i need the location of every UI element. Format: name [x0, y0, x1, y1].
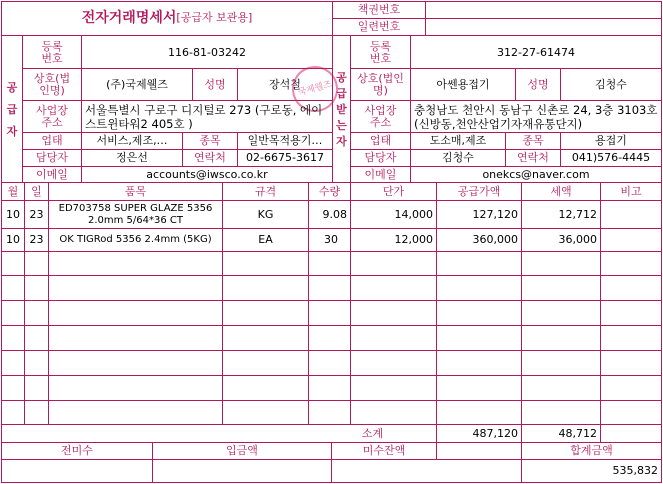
grid-line — [2, 400, 661, 401]
row1-product-line1: ED703758 SUPER GLAZE 5356 — [58, 202, 213, 214]
header-unit-price: 단가 — [382, 184, 405, 198]
supplier-phone-label: 연락처 — [194, 151, 226, 164]
supplier-contact-label: 담당자 — [36, 151, 68, 164]
receiver-business-type-label: 업태 — [369, 134, 392, 147]
row2-month: 10 — [6, 233, 20, 246]
row2-tax: 36,000 — [558, 233, 597, 246]
grid-line — [350, 35, 351, 182]
book-no-label: 책권번호 — [357, 3, 401, 16]
row2-day: 23 — [29, 233, 44, 246]
receiver-name: 김청수 — [595, 77, 627, 91]
grid-line — [332, 18, 661, 19]
grid-line — [505, 132, 506, 166]
row1-qty: 9.08 — [322, 207, 347, 221]
grid-line — [24, 182, 25, 424]
grid-line — [81, 35, 82, 182]
grid-line — [410, 35, 411, 182]
receiver-side-char: 자 — [336, 134, 347, 148]
receiver-side-char: 급 — [336, 86, 347, 100]
receiver-phone: 041)576-4445 — [571, 151, 651, 164]
receiver-side-char: 받 — [336, 102, 347, 116]
header-product: 품목 — [124, 184, 147, 198]
grid-line — [425, 2, 426, 35]
grid-line — [2, 424, 661, 425]
row1-day: 23 — [29, 207, 44, 221]
grid-line — [308, 182, 309, 424]
receiver-company-label: 상호(법인명) — [357, 71, 404, 97]
grid-line — [521, 442, 522, 482]
grid-line — [237, 132, 238, 166]
grid-line — [182, 132, 183, 166]
supplier-company-label: 상호(법인명) — [33, 71, 71, 97]
supplier-side-char: 공 — [6, 80, 18, 94]
supplier-email[interactable]: accounts@iwsco.co.kr — [146, 167, 268, 181]
supplier-reg-no: 116-81-03242 — [168, 45, 246, 59]
row2-spec: EA — [258, 233, 273, 246]
receiver-contact-label: 담당자 — [364, 151, 397, 164]
row1-supply-amount: 127,120 — [472, 207, 518, 221]
grid-line — [22, 35, 23, 182]
row2-qty: 30 — [324, 233, 338, 246]
grid-line — [521, 182, 522, 442]
receiver-address: 충청남도 천안시 동남구 신촌로 24, 3층 3103호 (신방동,천안산업기자재유통단지) — [414, 102, 658, 131]
supplier-email-label: 이메일 — [36, 167, 68, 181]
header-supply-amount: 공급가액 — [457, 184, 501, 198]
supplier-business-type-label: 업태 — [41, 134, 63, 147]
receiver-name-label: 성명 — [527, 77, 549, 91]
serial-no-label: 일련번호 — [357, 20, 401, 33]
grid-line — [22, 166, 332, 167]
grid-line — [600, 182, 601, 442]
receiver-address-label: 사업장주소 — [364, 103, 397, 129]
receiver-business-type: 도소매,제조 — [429, 134, 487, 147]
grid-line — [192, 68, 193, 100]
grand-total-label: 합계금액 — [570, 444, 613, 457]
grid-line — [515, 68, 516, 100]
title-text: 전자거래명세서 — [81, 10, 177, 26]
receiver-email[interactable]: onekcs@naver.com — [482, 167, 590, 181]
grid-line — [22, 132, 332, 133]
previous-balance-label: 전미수 — [61, 444, 93, 457]
grid-line — [22, 149, 332, 150]
supplier-name-label: 성명 — [204, 77, 226, 91]
grid-line — [2, 200, 661, 201]
receiver-contact: 김청수 — [442, 151, 474, 164]
previous-balance-value — [2, 460, 152, 482]
supplier-side-char: 자 — [6, 124, 18, 138]
grid-line — [331, 442, 332, 482]
receiver-reg-no: 312-27-61474 — [497, 45, 575, 59]
outstanding-label: 미수잔액 — [362, 444, 406, 457]
header-day: 일 — [31, 184, 42, 198]
receiver-phone-label: 연락처 — [517, 151, 549, 164]
receiver-email-label: 이메일 — [364, 167, 397, 181]
row2-supply-amount: 360,000 — [472, 233, 518, 246]
header-month: 월 — [7, 184, 19, 198]
grid-line — [2, 182, 661, 183]
grid-line — [2, 228, 661, 229]
receiver-side-char: 공 — [336, 70, 347, 84]
grid-line — [22, 68, 332, 69]
subtotal-supply: 487,120 — [472, 426, 518, 440]
grid-line — [436, 442, 437, 459]
grid-line — [350, 68, 661, 69]
grid-line — [2, 300, 661, 301]
row1-product — [49, 201, 222, 228]
grid-line — [350, 100, 661, 101]
document-title — [2, 2, 332, 34]
grid-line — [350, 182, 351, 424]
row2-product: OK TIGRod 5356 2.4mm (5KG) — [59, 234, 212, 245]
receiver-side-label — [333, 37, 350, 182]
book-no-value — [426, 2, 661, 18]
receiver-company: 아쎈용접기 — [436, 77, 490, 91]
row1-unit-price: 14,000 — [394, 207, 433, 221]
seal-text: 국제웰즈 — [296, 79, 334, 99]
grand-total-value: 535,832 — [612, 464, 658, 477]
grid-line — [560, 68, 561, 100]
receiver-reg-no-label: 등록번호 — [369, 39, 392, 65]
supplier-item: 일반목적용기… — [247, 134, 323, 147]
supplier-side-char: 급 — [6, 102, 18, 116]
grid-line — [237, 68, 238, 100]
grid-line — [2, 325, 661, 326]
payment-label: 입금액 — [226, 444, 258, 457]
header-spec: 규격 — [254, 184, 277, 198]
supplier-company: (주)국제웰즈 — [106, 77, 168, 91]
grid-line — [2, 251, 661, 252]
subtotal-tax: 48,712 — [558, 426, 597, 440]
grid-line — [2, 375, 661, 376]
subtotal-label: 소계 — [361, 426, 384, 440]
grid-line — [2, 275, 661, 276]
receiver-item: 용접기 — [595, 134, 627, 147]
header-qty: 수량 — [318, 184, 341, 198]
header-tax: 세액 — [550, 184, 572, 198]
receiver-item-label: 종목 — [522, 134, 544, 147]
grid-line — [2, 350, 661, 351]
row2-unit-price: 12,000 — [394, 233, 433, 246]
header-note: 비고 — [620, 184, 642, 198]
serial-no-value — [426, 19, 661, 35]
row1-note — [601, 201, 661, 228]
grid-line — [22, 100, 332, 101]
grid-line — [48, 182, 49, 424]
supplier-business-type: 서비스,제조,… — [96, 134, 168, 147]
receiver-side-char: 는 — [336, 118, 347, 132]
grid-line — [560, 132, 561, 166]
grid-line — [222, 182, 223, 424]
supplier-name: 장석철 — [269, 77, 301, 91]
row1-product-line2: 2.0mm 5/64*36 CT — [87, 214, 183, 226]
grid-line — [350, 166, 661, 167]
grid-line — [332, 2, 333, 182]
grid-line — [436, 182, 437, 442]
supplier-contact: 정은선 — [116, 151, 148, 164]
row1-tax: 12,712 — [558, 207, 597, 221]
row1-spec: KG — [257, 207, 274, 221]
supplier-side-label — [2, 37, 22, 182]
supplier-item-label: 종목 — [199, 134, 221, 147]
row2-note — [601, 229, 661, 251]
supplier-address-label: 사업장주소 — [36, 103, 68, 129]
row1-month: 10 — [6, 207, 20, 221]
supplier-reg-no-label: 등록번호 — [41, 39, 63, 65]
title-subtitle: [공급자 보관용] — [176, 11, 253, 24]
supplier-address: 서울특별시 구로구 디지털로 273 (구로동, 에이스트윈타워2 405호 ) — [85, 102, 323, 131]
supplier-phone: 02-6675-3617 — [246, 151, 324, 164]
outstanding-value — [332, 460, 521, 482]
grid-line — [152, 442, 153, 482]
payment-value — [153, 460, 331, 482]
